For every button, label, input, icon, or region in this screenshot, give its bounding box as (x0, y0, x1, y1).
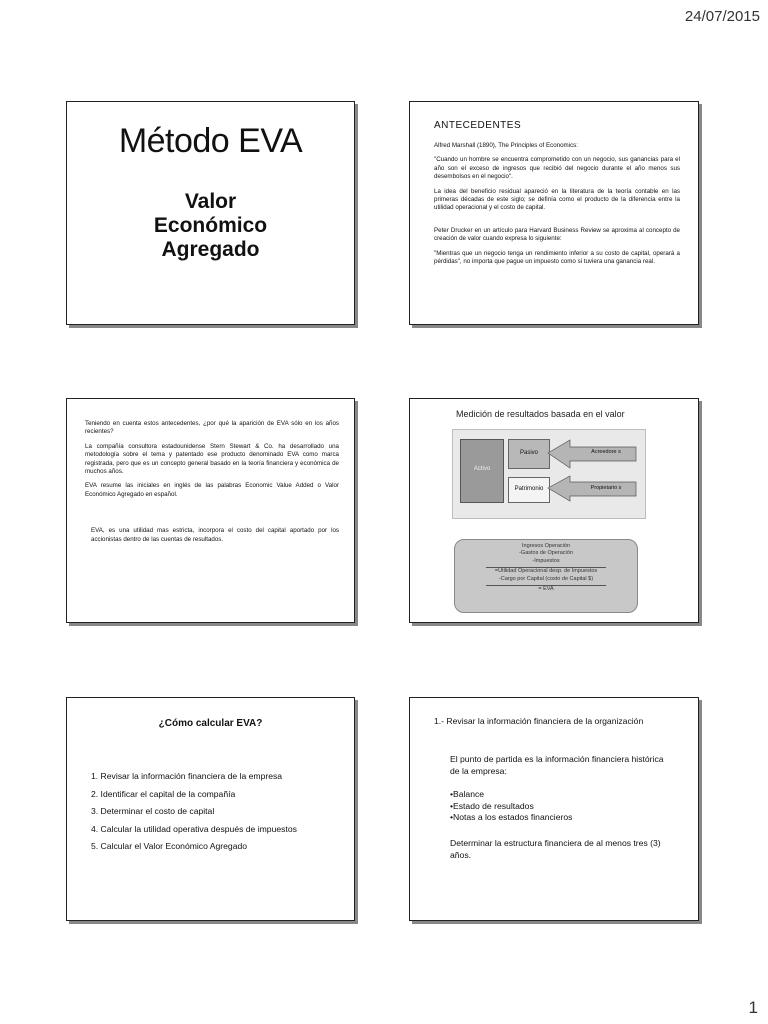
list-item: 4. Calcular la utilidad operativa después de impuestos (91, 823, 297, 834)
slide-heading: Medición de resultados basada en el valor (456, 409, 625, 419)
slide-how-to-calculate (66, 697, 355, 921)
slide-antecedentes (409, 101, 699, 325)
calc-line: = EVA (538, 586, 554, 593)
paragraph: Teniendo en cuenta estos antecedentes, ¿por qué la aparición de EVA sólo en los años recientes? (85, 420, 339, 436)
page-number: 1 (748, 998, 758, 1017)
paragraph: EVA, es una utilidad mas estricta, incorpora el costo del capital aportado por los accionistas dentro de las cuentas de resultados. (91, 527, 339, 543)
list-item: 2. Identificar el capital de la compañía (91, 788, 236, 799)
list-item: •Notas a los estados financieros (450, 812, 573, 823)
slide-financial-review (409, 697, 699, 921)
paragraph: La compañía consultora estadounidense Stern Stewart & Co. ha desarrollado una metodología sobre el tema y patentado ese producto denominado EVA como marca registrada, pero que es un concepto general basado en la teoría financiera y económica de muchos años. (85, 442, 339, 476)
calc-line: -Cargo por Capital (costo de Capital $) (498, 575, 594, 582)
calc-line: -Impuestos (532, 557, 560, 564)
steps-list (91, 768, 297, 856)
slide-heading: ¿Cómo calcular EVA? (158, 718, 263, 729)
slide-title-heading: Método EVA (118, 122, 303, 160)
paragraph: Determinar la estructura financiera de al menos tres (3) años. (450, 838, 661, 860)
subtitle-line: Económico (153, 214, 268, 237)
paragraph: "Cuando un hombre se encuentra comprometido con un negocio, sus ganancias para el año son el exceso de ingresos que recibió del negocio durante el año menos sus desembolsos en el negocio". (434, 156, 680, 181)
list-item: 3. Determinar el costo de capital (91, 806, 215, 816)
activo-block: Activo (460, 439, 504, 503)
patrimonio-block: Patrimonio (508, 477, 550, 503)
subtitle-line: Valor (184, 190, 237, 213)
paragraph: Alfred Marshall (1890), The Principles of Economics: (434, 142, 578, 149)
calc-line: -Gastos de Operación (519, 550, 573, 557)
slide-heading: ANTECEDENTES (434, 120, 522, 131)
slide-body (85, 420, 339, 550)
paragraph: El punto de partida es la información financiera histórica de la empresa: (450, 754, 664, 776)
list-item: 1. Revisar la información financiera de la empresa (91, 771, 283, 781)
paragraph: "Mientras que un negocio tenga un rendimiento inferior a su costo de capital, operará a pérdidas", no importa que pague un impuesto como si tuviera una ganancia real. (434, 249, 680, 266)
pasivo-block: Pasivo (508, 439, 550, 469)
calc-line: =Utilidad Operacional desp. de Impuestos (494, 568, 598, 575)
slide-title (66, 101, 355, 325)
slide-title-subtitle (67, 190, 354, 262)
slide-value-measurement (409, 398, 699, 623)
propietarios-label: Propietario s (590, 485, 622, 491)
subtitle-line: Agregado (161, 238, 260, 261)
paragraph: La idea del beneficio residual apareció en la literatura de la teoría contable en las primeras décadas de este siglo; se definía como el producto de la diferencia entre la utilidad operacional y el costo de capital. (434, 187, 680, 212)
acreedores-label: Acreedore s (591, 449, 621, 455)
paragraph: Peter Drucker en un artículo para Harvard Business Review se aproxima al concepto de creación de valor cuando expresa lo siguiente: (434, 226, 680, 243)
eva-calculation-box (454, 539, 638, 613)
paragraph: EVA resume las iniciales en inglés de las palabras Economic Value Added o Valor Económico Agregado en español. (85, 482, 339, 498)
calc-line: Ingresos Operación (522, 543, 570, 549)
statements-list (450, 789, 572, 824)
slide-eva-origin (66, 398, 355, 623)
list-item: 5. Calcular el Valor Económico Agregado (91, 841, 248, 851)
slide-heading: 1.- Revisar la información financiera de la organización (434, 716, 644, 726)
list-item: •Estado de resultados (450, 800, 534, 811)
slide-body (434, 142, 680, 272)
list-item: •Balance (450, 789, 485, 799)
print-date: 24/07/2015 (684, 8, 760, 25)
